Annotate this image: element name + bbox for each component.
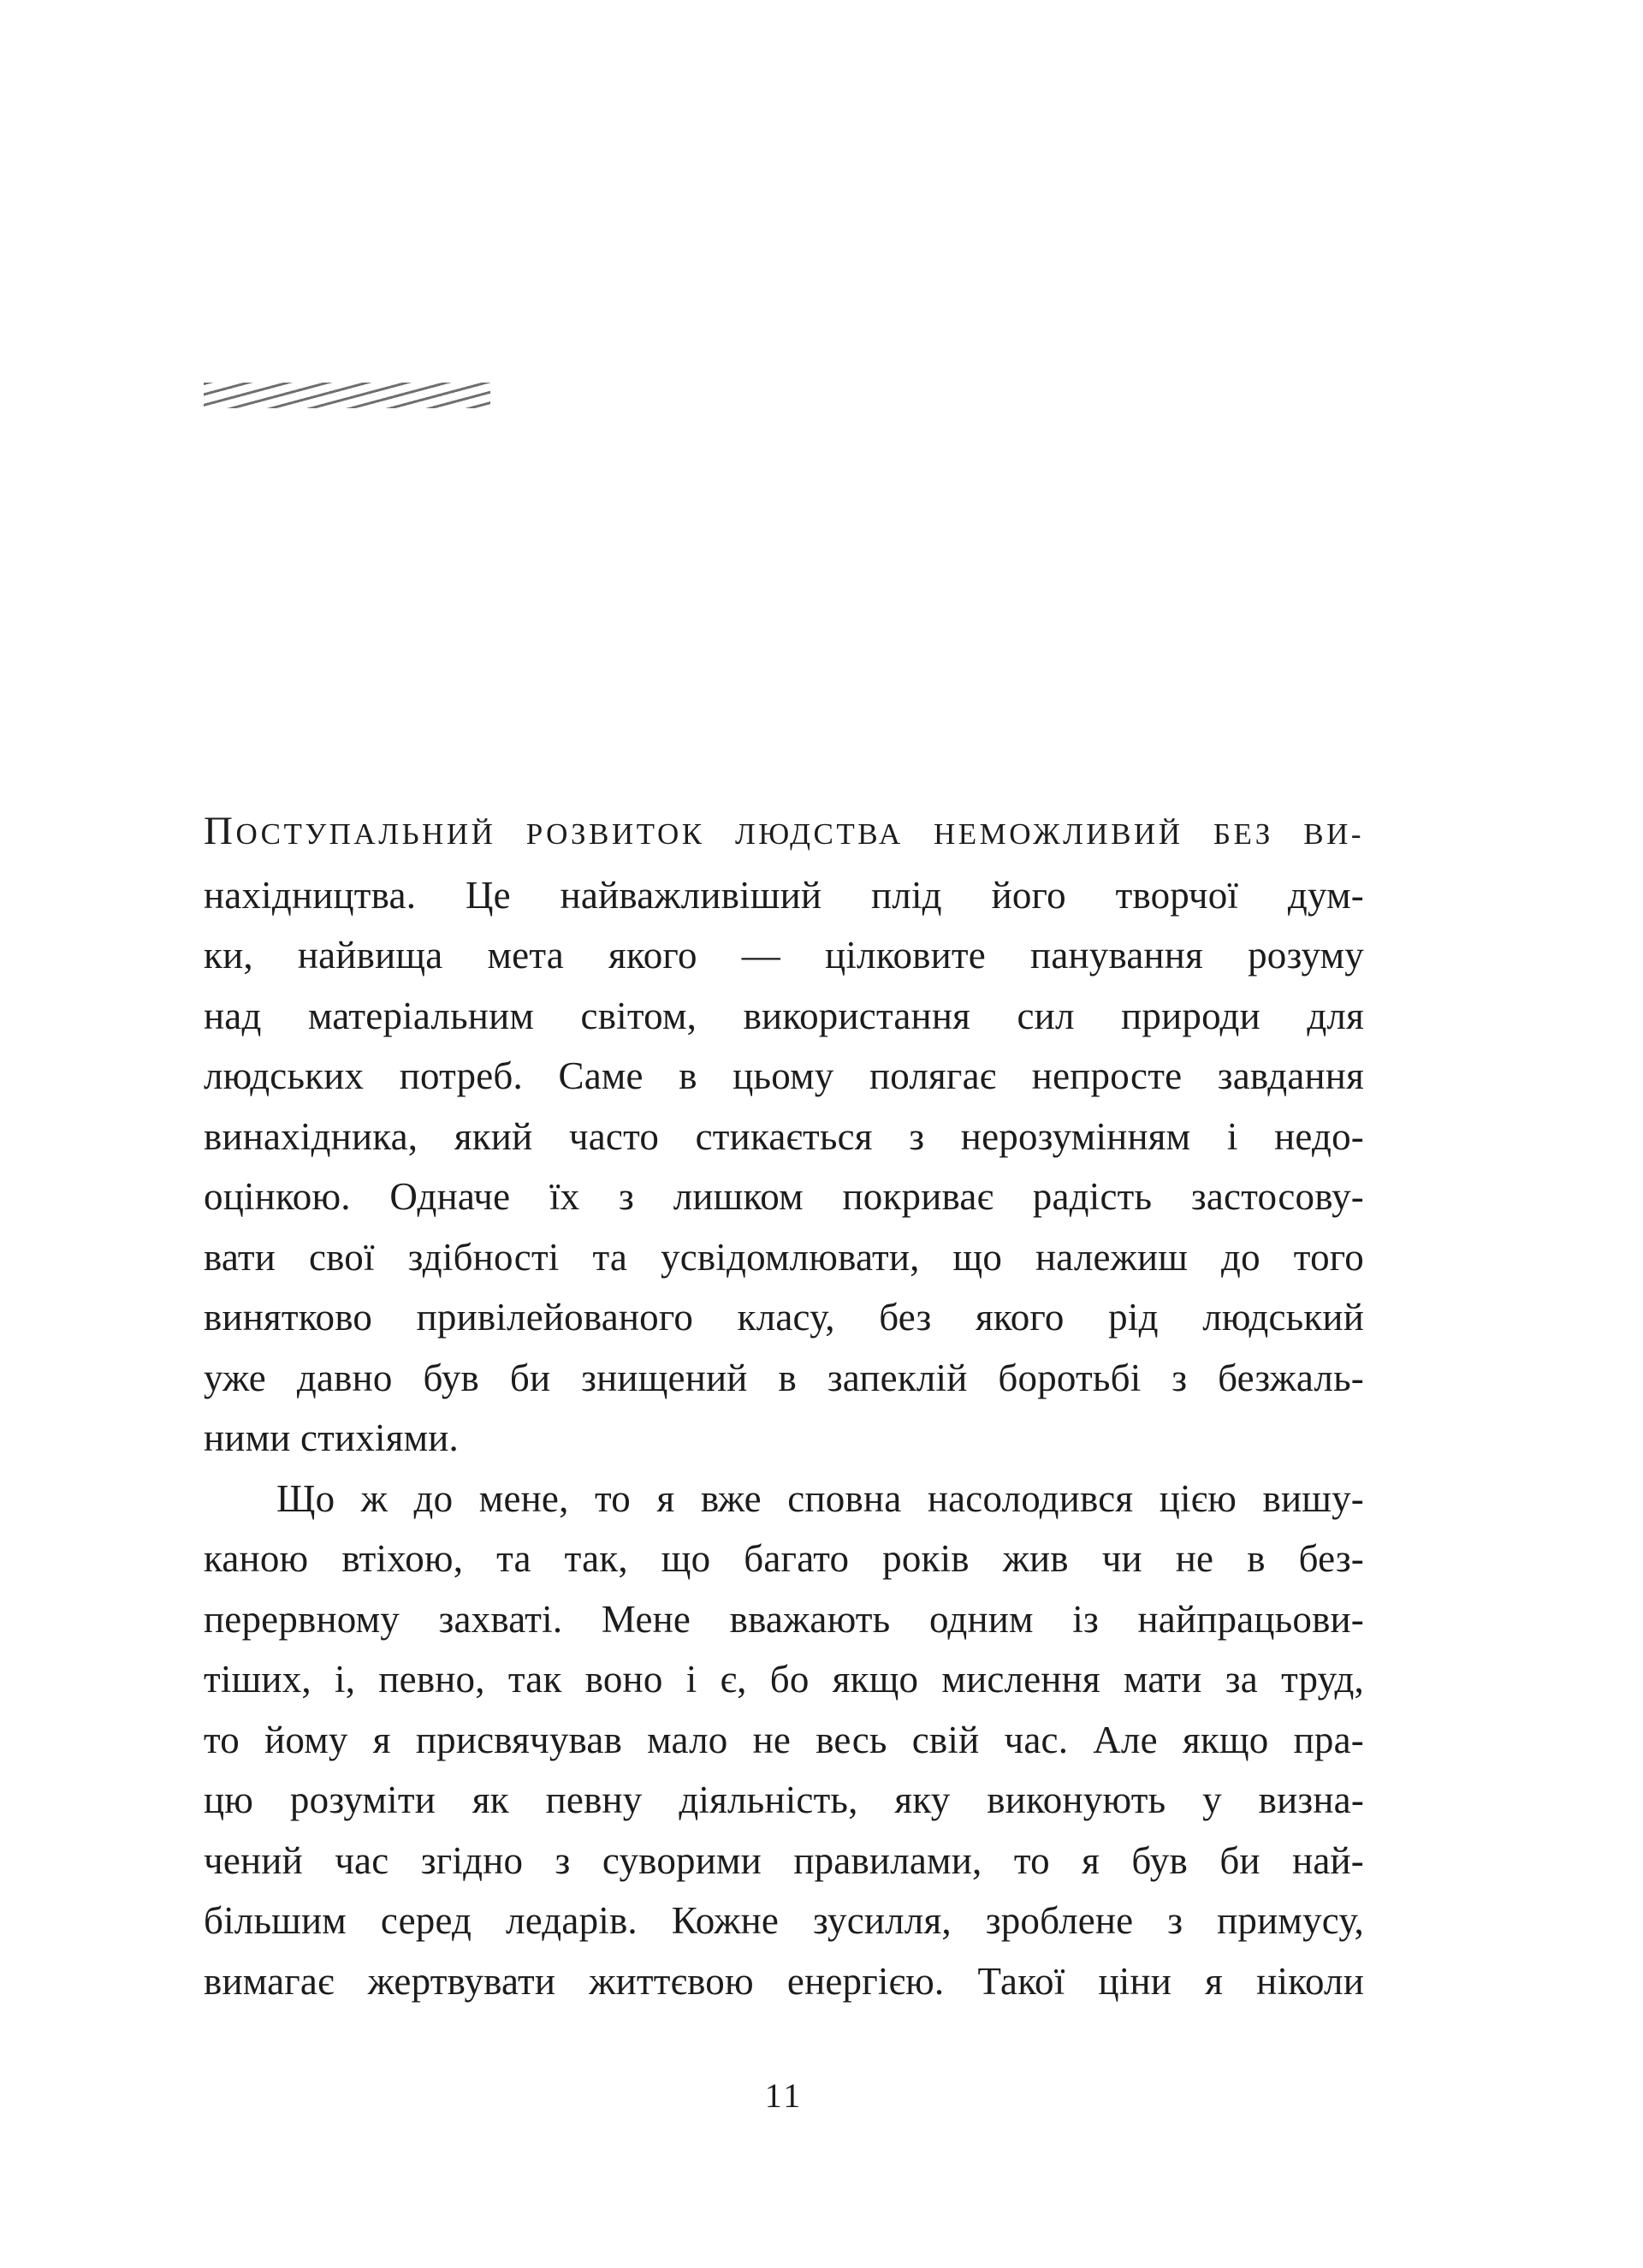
text-line: вати свої здібності та усвідомлювати, що належиш до того <box>204 1235 1364 1279</box>
text-line: ними стихіями. <box>204 1416 460 1459</box>
text-line: ПОСТУПАЛЬНИЙ РОЗВИТОК ЛЮДСТВА НЕМОЖЛИВИЙ БЕЗ ВИ- <box>204 809 1364 853</box>
text-line: то йому я присвячував мало не весь свій час. Але якщо пра- <box>204 1718 1364 1761</box>
text-line: вимагає жертвувати життєвою енергією. Такої ціни я ніколи <box>204 1959 1364 2003</box>
text-line: цю розуміти як певну діяльність, яку виконують у визна- <box>204 1778 1364 1821</box>
paragraph <box>204 1469 1364 2012</box>
text-line: винахідника, який часто стикається з нерозумінням і недо- <box>204 1114 1364 1158</box>
text-line: каною втіхою, та так, що багато років жив чи не в без- <box>204 1537 1364 1580</box>
body-text <box>204 801 1364 2011</box>
page-number: 11 <box>764 2076 804 2115</box>
text-line: оцінкою. Одначе їх з лишком покриває радість застосову- <box>204 1175 1364 1218</box>
paragraph <box>204 801 1364 1469</box>
hatch-ornament-icon <box>204 383 490 408</box>
text-line: тіших, і, певно, так воно і є, бо якщо мислення мати за труд, <box>204 1658 1364 1701</box>
text-line: винятково привілейованого класу, без якого рід людський <box>204 1296 1364 1339</box>
text-line: уже давно був би знищений в запеклій боротьбі з безжаль- <box>204 1356 1364 1399</box>
text-line: Що ж до мене, то я вже сповна насолодився цією вишу- <box>276 1476 1364 1520</box>
text-line: більшим серед ледарів. Кожне зусилля, зроблене з примусу, <box>204 1899 1364 1942</box>
text-line: нахідництва. Це найважливіший плід його творчої дум- <box>204 873 1364 917</box>
text-line: ки, найвища мета якого — цілковите панування розуму <box>204 934 1364 977</box>
text-line: над матеріальним світом, використання сил природи для <box>204 994 1364 1037</box>
text-line: людських потреб. Саме в цьому полягає непросте завдання <box>204 1054 1364 1097</box>
text-line: чений час згідно з суворими правилами, то я був би най- <box>204 1838 1364 1882</box>
text-line: перервному захваті. Мене вважають одним із найпрацьови- <box>204 1597 1364 1641</box>
